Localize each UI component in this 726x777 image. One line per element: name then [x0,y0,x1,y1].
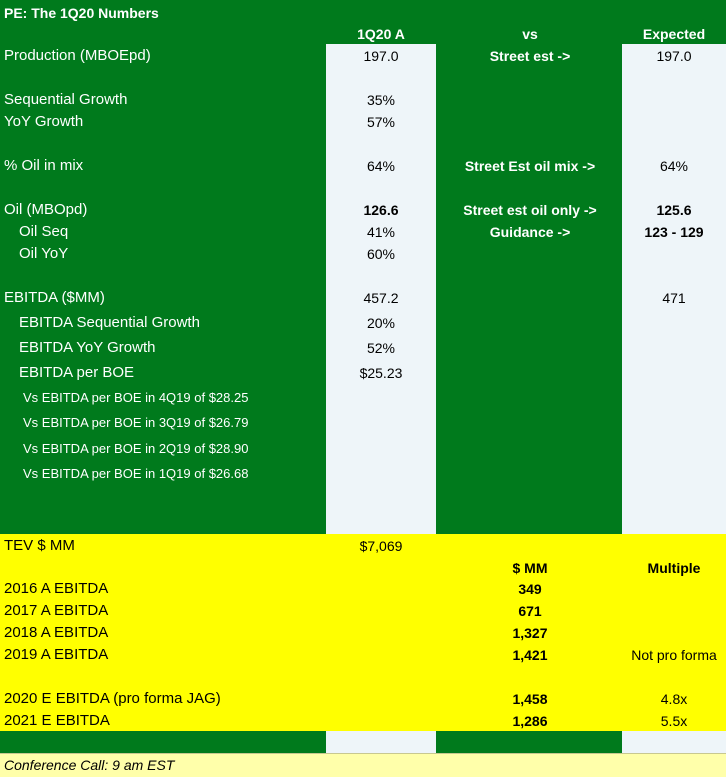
row-actual: 64% [366,158,396,174]
ebitda-year-multiple: 4.8x [660,691,688,707]
row-label: EBITDA per BOE [19,364,135,381]
ebitda-year-label: 2021 E EBITDA [4,712,110,729]
row-expected: 125.6 [656,202,692,218]
ebitda-year-label: 2018 A EBITDA [4,624,109,641]
ebitda-year-value: 349 [518,581,542,597]
row-actual: $25.23 [359,365,403,381]
row-vs: Street Est oil mix -> [464,158,596,174]
comparison-line: Vs EBITDA per BOE in 2Q19 of $28.90 [23,441,249,456]
ebitda-year-label: 2020 E EBITDA (pro forma JAG) [4,690,221,707]
row-label: % Oil in mix [4,157,84,174]
strip-expected-fill [622,731,726,753]
row-expected: 64% [659,158,689,174]
header-actual: 1Q20 A [357,26,405,42]
comparison-line: Vs EBITDA per BOE in 1Q19 of $26.68 [23,466,249,481]
header-expected: Expected [642,26,706,42]
row-actual: 41% [366,224,396,240]
row-label: YoY Growth [4,113,84,130]
row-actual: 52% [366,340,396,356]
tev-value: $7,069 [359,538,403,554]
strip-actual-fill [326,731,436,753]
ebitda-year-label: 2016 A EBITDA [4,580,109,597]
header-multiple: Multiple [647,560,701,576]
comparison-line: Vs EBITDA per BOE in 4Q19 of $28.25 [23,390,249,405]
row-expected: 471 [662,290,686,306]
row-actual: 57% [366,114,396,130]
row-actual: 35% [366,92,396,108]
row-expected: 123 - 129 [644,224,704,240]
row-label: Oil (MBOpd) [4,201,88,218]
row-actual: 20% [366,315,396,331]
row-label: EBITDA ($MM) [4,289,105,306]
ebitda-year-multiple: 5.5x [660,713,688,729]
row-vs: Guidance -> [489,224,571,240]
row-actual: 126.6 [363,202,399,218]
ebitda-year-value: 1,286 [512,713,548,729]
row-actual: 60% [366,246,396,262]
sheet-title: PE: The 1Q20 Numbers [4,5,159,21]
header-mm: $ MM [512,560,548,576]
ebitda-year-value: 1,421 [512,647,548,663]
tev-label: TEV $ MM [4,537,75,554]
ebitda-year-label: 2017 A EBITDA [4,602,109,619]
ebitda-year-value: 671 [518,603,542,619]
row-label: EBITDA YoY Growth [19,339,156,356]
row-label: Production (MBOEpd) [4,47,151,64]
ebitda-year-multiple: Not pro forma [631,647,717,663]
ebitda-year-value: 1,327 [512,625,548,641]
row-label: EBITDA Sequential Growth [19,314,200,331]
row-actual: 197.0 [363,48,399,64]
row-vs: Street est -> [489,48,571,64]
ebitda-year-label: 2019 A EBITDA [4,646,109,663]
ebitda-year-value: 1,458 [512,691,548,707]
row-expected: 197.0 [656,48,692,64]
row-vs: Street est oil only -> [463,202,597,218]
row-actual: 457.2 [363,290,399,306]
footer-note: Conference Call: 9 am EST [4,757,175,773]
comparison-line: Vs EBITDA per BOE in 3Q19 of $26.79 [23,415,249,430]
row-label: Oil Seq [19,223,69,240]
row-label: Sequential Growth [4,91,128,108]
row-label: Oil YoY [19,245,69,262]
header-vs: vs [522,26,538,42]
